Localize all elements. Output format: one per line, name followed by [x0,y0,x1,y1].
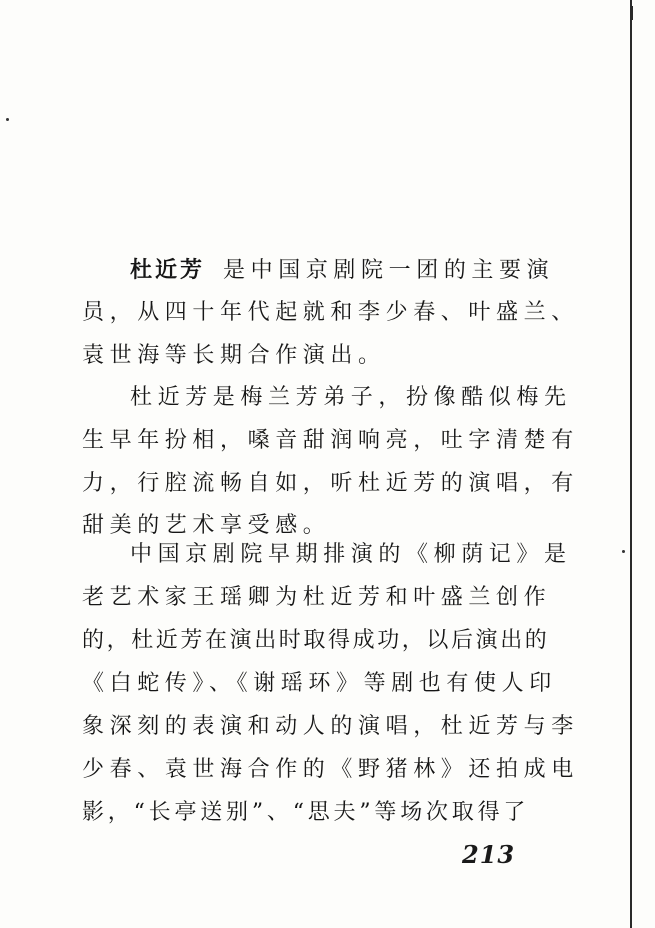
paragraph-3-line-6: 少春、袁世海合作的《野猪林》还拍成电 [82,757,579,782]
paragraph-1-line-1 [130,255,554,285]
paragraph-3-line-5: 象深刻的表演和动人的演唱，杜近芳与李 [82,714,579,739]
print-speck [6,118,9,121]
paragraph-1-line-1-text: 是中国京剧院一团的主要演 [223,258,555,283]
page-edge-mark [631,6,645,20]
paragraph-3-line-4: 《白蛇传》、《谢瑶环》等剧也有使人印 [82,671,557,696]
paragraph-3-line-7: 影，“长亭送别”、“思夫”等场次取得了 [82,800,530,825]
paragraph-2-line-3: 力，行腔流畅自如，听杜近芳的演唱，有 [82,471,579,496]
paragraph-3-line-3: 的，杜近芳在演出时取得成功，以后演出的 [82,628,550,653]
paragraph-2-line-1: 杜近芳是梅兰芳弟子，扮像酷似梅先 [130,385,572,410]
paragraph-3-line-1: 中国京剧院早期排演的《柳荫记》是 [130,542,572,567]
heading-name: 杜近芳 [130,257,206,283]
print-speck [622,550,625,553]
paragraph-3-line-2: 老艺术家王瑶卿为杜近芳和叶盛兰创作 [82,585,552,610]
paragraph-1-line-2: 员，从四十年代起就和李少春、叶盛兰、 [82,300,579,325]
paragraph-1-line-3: 袁世海等长期合作演出。 [82,343,386,368]
page-number: 213 [462,840,516,869]
page-edge-line [630,0,632,928]
paragraph-2-line-4: 甜美的艺术享受感。 [82,513,331,538]
paragraph-2-line-2: 生早年扮相，嗓音甜润响亮，吐字清楚有 [82,428,579,453]
